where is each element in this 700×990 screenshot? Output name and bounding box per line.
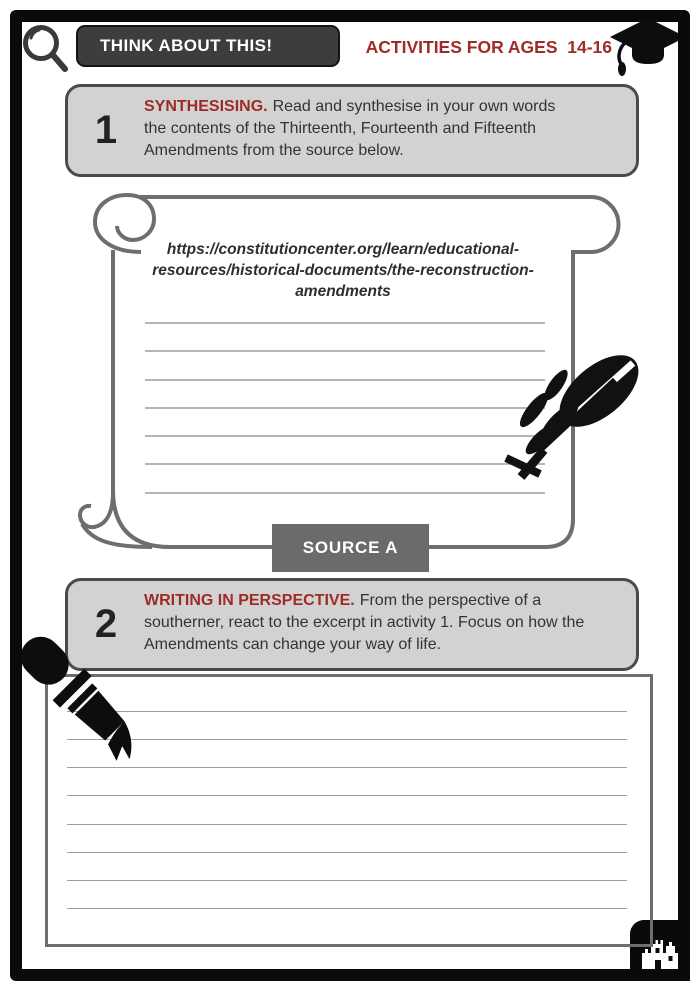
source-a-label: SOURCE A <box>272 524 429 572</box>
activity-1-box <box>65 84 639 177</box>
scroll-url-line-2: resources/historical-documents/the-reconstruction- <box>152 262 534 279</box>
activity-1-text <box>144 87 568 174</box>
activity-2-number: 2 <box>94 602 118 646</box>
activity-1-instruction: Read and synthesise in your own words the contents of the Thirteenth, Fourteenth and Fifteenth Amendments from the source below. <box>144 98 556 159</box>
activity-1-number: 1 <box>94 108 118 152</box>
scroll-url <box>133 239 553 302</box>
think-badge <box>76 25 340 67</box>
ruled-line <box>67 880 627 881</box>
scroll-bottom-curl <box>80 492 113 527</box>
activity-1-keyword: SYNTHESISING. <box>144 98 268 115</box>
think-badge-label: THINK ABOUT THIS! <box>100 36 273 55</box>
castle-badge <box>630 920 690 981</box>
ruled-line <box>67 908 627 909</box>
ruled-line <box>67 795 627 796</box>
scroll-url-line-3: amendments <box>295 283 391 300</box>
graduation-cap-icon <box>606 14 690 82</box>
ruled-line <box>67 852 627 853</box>
ruled-line <box>67 824 627 825</box>
castle-icon <box>640 932 680 970</box>
activity-2-keyword: WRITING IN PERSPECTIVE. <box>144 592 355 609</box>
activity-2-text <box>144 581 602 668</box>
magnifier-icon <box>20 22 72 76</box>
scroll-url-line-1: https://constitutioncenter.org/learn/educational- <box>166 241 520 258</box>
ages-label: ACTIVITIES FOR AGES 14-16 <box>365 36 612 57</box>
activity-2-instruction: From the perspective of a southerner, react to the excerpt in activity 1. Focus on how the Amendments can change your way of life. <box>144 592 585 653</box>
fountain-pen-icon <box>15 615 180 785</box>
